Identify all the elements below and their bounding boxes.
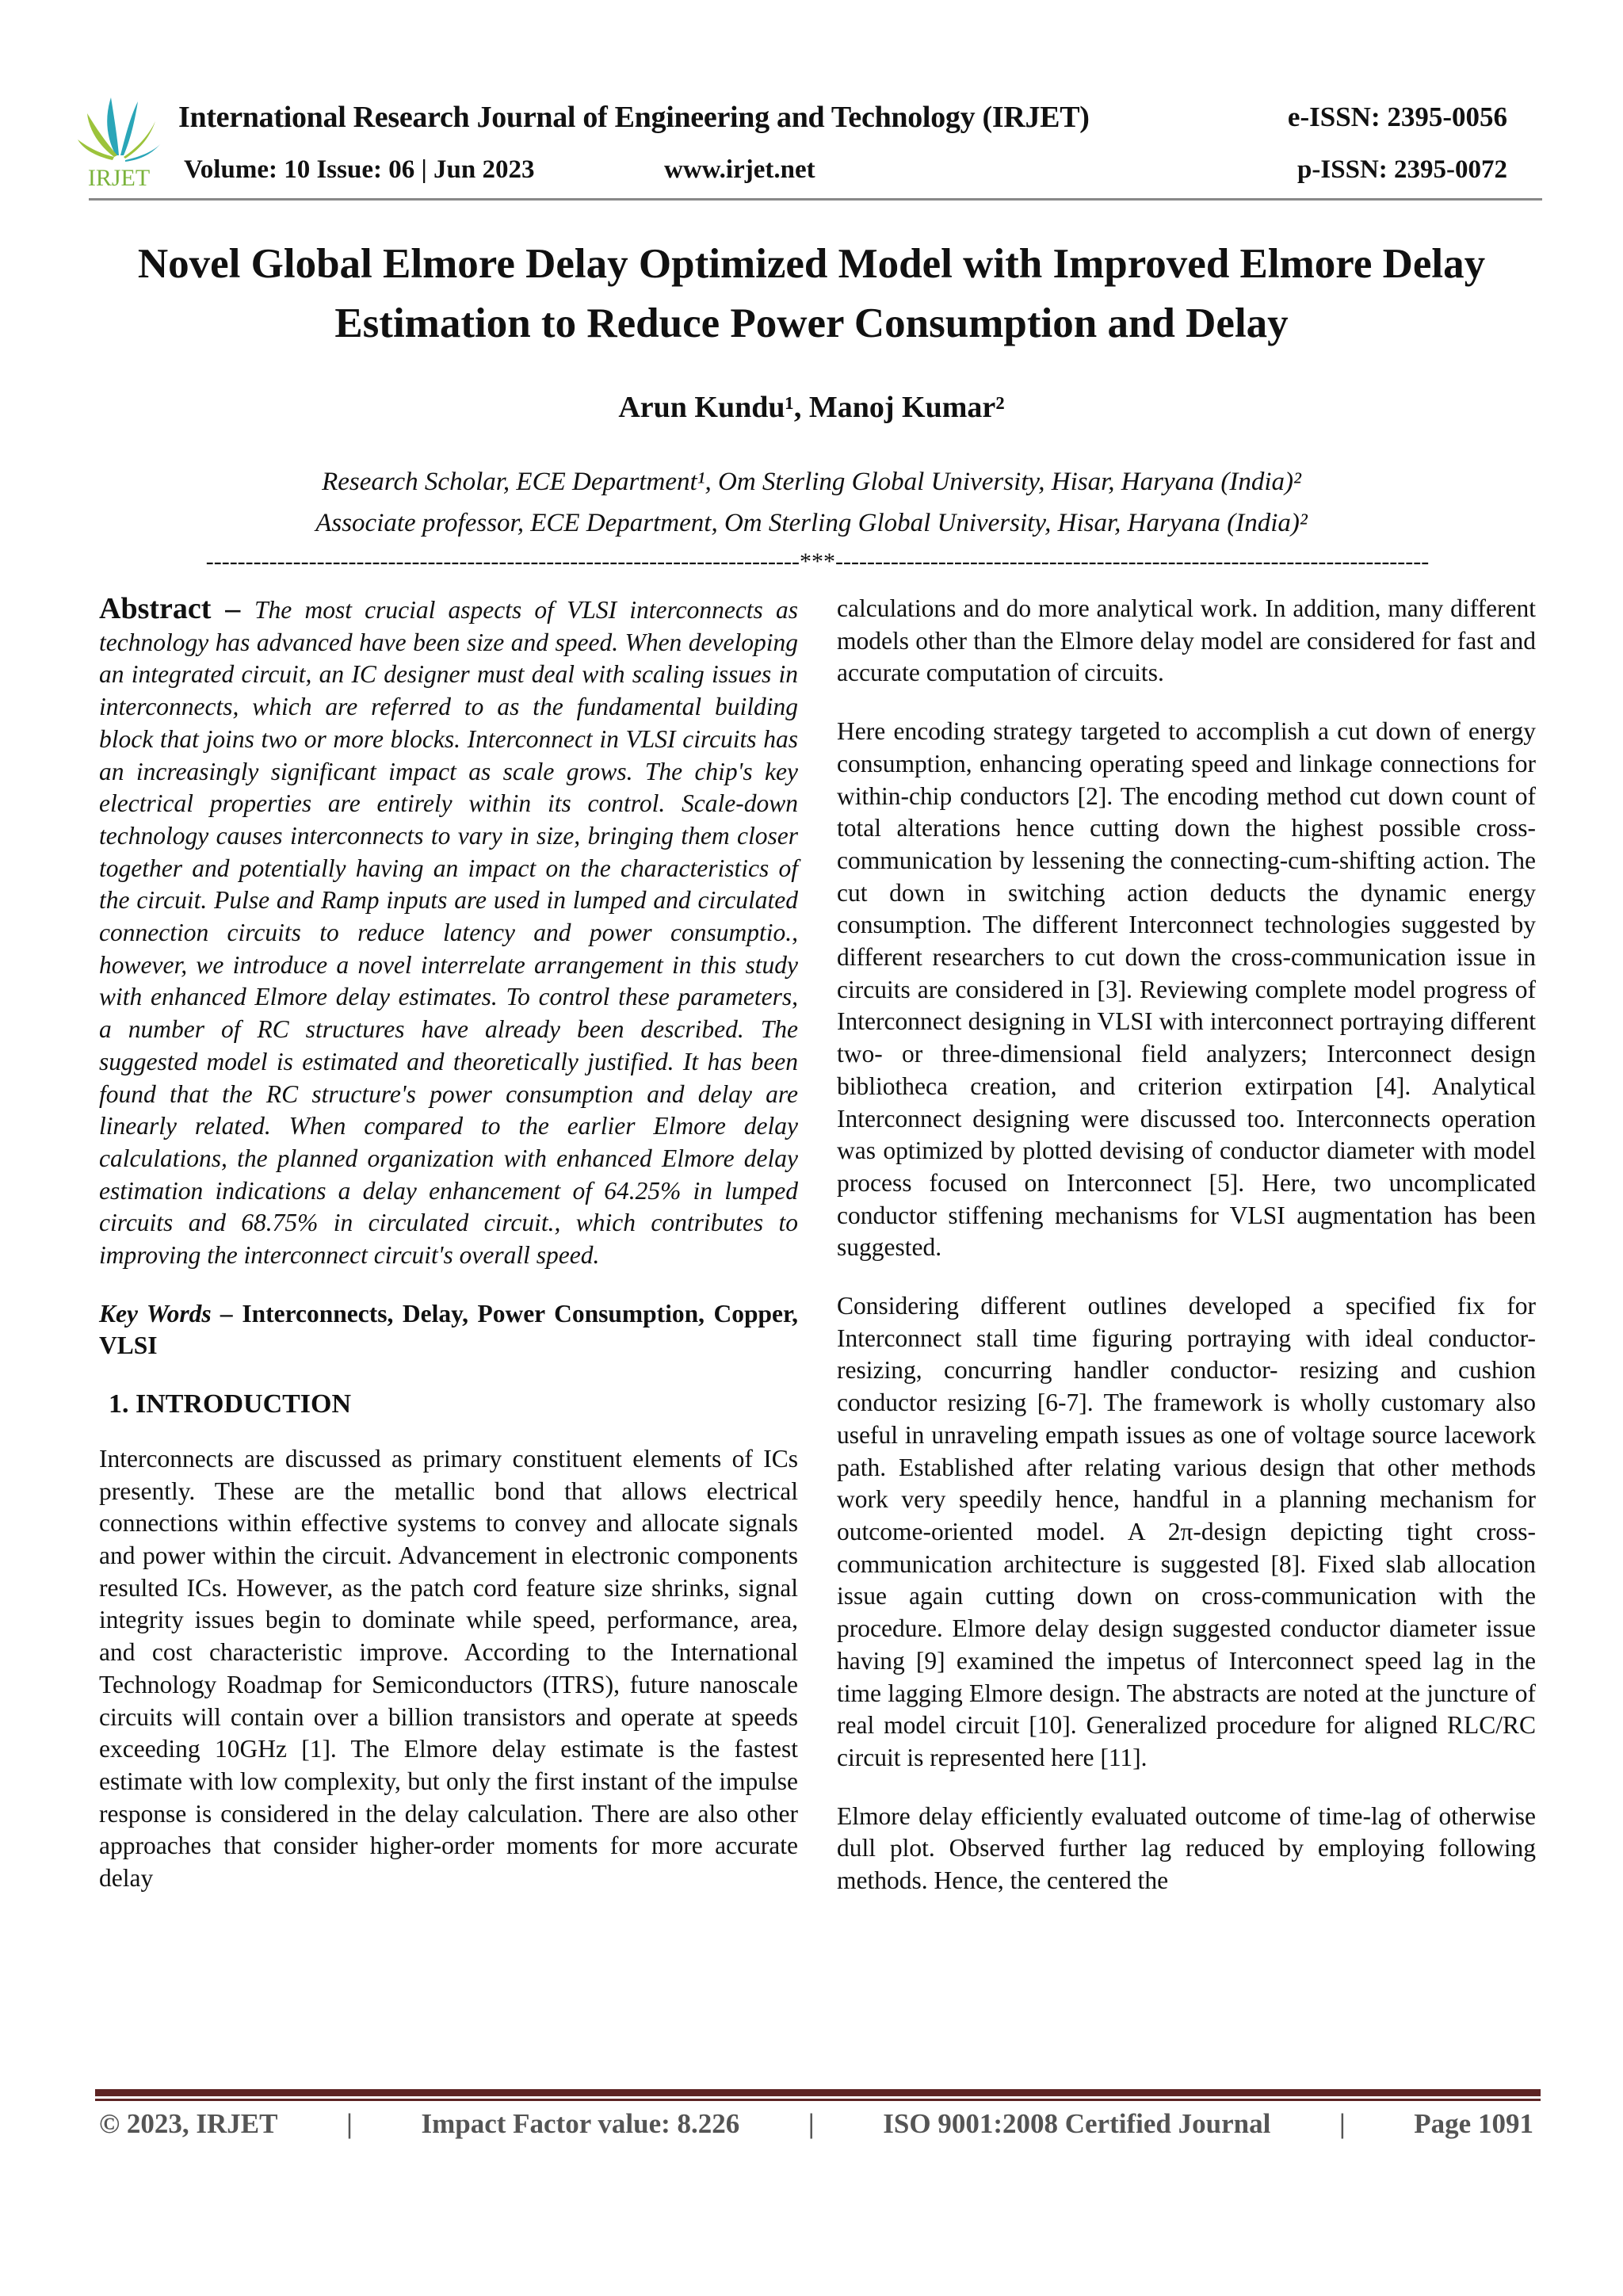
footer-separator: | (808, 2108, 815, 2139)
authors: Arun Kundu¹, Manoj Kumar² (618, 391, 1005, 424)
iso-certification: ISO 9001:2008 Certified Journal (883, 2108, 1271, 2139)
p-issn: p-ISSN: 2395-0072 (1297, 155, 1507, 184)
footer-separator: | (346, 2108, 353, 2139)
abstract-label: Abstract – (99, 592, 255, 625)
paragraph: Considering different outlines developed a specified fix for Interconnect stall time figuring portraying with ideal conductor-resizing, concurring handler conductor- resizing and cushion conductor resizing [6-7]. The framework is wholly customary also useful in unraveling empath issues as one of voltage source lacework path. Established after relating various design that other methods work very speedily hence, handful in a planning mechanism for outcome-oriented model. A 2π-design depicting tight cross-communication architecture is suggested [8]. Fixed slab allocation issue again cutting down on cross-communication with the procedure. Elmore delay design suggested conductor diameter issue having [9] examined the impetus of Interconnect speed lag in the time lagging Elmore design. The abstracts are noted at the juncture of real model circuit [10]. Generalized procedure for aligned RLC/RC circuit is represented here [11]. (837, 1292, 1536, 1771)
svg-text:IRJET: IRJET (87, 165, 151, 189)
paper-title: Novel Global Elmore Delay Optimized Model with Improved Elmore Delay Estimation to Reduce Power Consumption and Delay (137, 241, 1486, 346)
header-rule (89, 198, 1542, 201)
copyright: © 2023, IRJET (99, 2108, 278, 2139)
section-heading-introduction: 1. INTRODUCTION (109, 1389, 352, 1419)
paragraph: Here encoding strategy targeted to accomplish a cut down of energy consumption, enhancing operating speed and linkage connections for within-chip conductors [2]. The encoding method cut down count of total alterations hence cutting down the highest possible cross-communication by lessening the connecting-cum-shifting action. The cut down in switching action deducts the dynamic energy consumption. The different Interconnect technologies suggested by different researchers to cut down the cross-communication issue in circuits are considered in [3]. Reviewing complete model progress of Interconnect designing in VLSI with interconnect portraying different two- or three-dimensional field analyzers; Interconnect design bibliotheca creation, and criterion extirpation [4]. Analytical Interconnect designing were discussed too. Interconnects operation was optimized by plotted devising of conductor diameter with model process focused on Interconnect [5]. Here, two uncomplicated conductor stiffening mechanisms for VLSI augmentation has been suggested. (837, 717, 1536, 1262)
irjet-logo (74, 94, 163, 189)
keywords-text: Interconnects, Delay, Power Consumption, Copper, VLSI (99, 1299, 798, 1360)
keywords (99, 1298, 798, 1362)
website-link[interactable]: www.irjet.net (664, 155, 815, 184)
keywords-label: Key Words – (99, 1299, 242, 1328)
intro-paragraph: Interconnects are discussed as primary constituent elements of ICs presently. These are the metallic bond that allows electrical connections within effective systems to convey and allocate signals and power within the circuit. Advancement in electronic components resulted ICs. However, as the patch cord feature size shrinks, signal integrity issues begin to dominate while speed, performance, area, and cost characteristic improve. According to the International Technology Roadmap for Semiconductors (ITRS), future nanoscale circuits will contain over a billion transistors and operate at speeds exceeding 10GHz [1]. The Elmore delay estimate is the fastest estimate with low complexity, but only the first instant of the impulse response is considered in the delay calculation. There are also other approaches that consider higher-order moments for more accurate delay (99, 1444, 798, 1893)
page-number: Page 1091 (1414, 2108, 1533, 2139)
footer-separator: | (1338, 2108, 1346, 2139)
section-divider: ---------------------------------------------------------------------------***--------------------------------------------------------------------------- (205, 548, 1430, 575)
left-column (99, 593, 798, 1921)
affiliation-1: Research Scholar, ECE Department¹, Om Sterling Global University, Hisar, Haryana (India)² (322, 468, 1301, 496)
paragraph: calculations and do more analytical work. In addition, many different models other than the Elmore delay model are considered for fast and accurate computation of circuits. (837, 594, 1536, 687)
abstract (99, 593, 798, 1272)
paragraph: Elmore delay efficiently evaluated outcome of time-lag of otherwise dull plot. Observed further lag reduced by employing following methods. Hence, the centered the (837, 1801, 1536, 1895)
footer (99, 2108, 1533, 2140)
footer-rule (95, 2089, 1541, 2096)
e-issn: e-ISSN: 2395-0056 (1287, 101, 1507, 132)
abstract-text: The most crucial aspects of VLSI interconnects as technology has advanced have been size and speed. When developing an integrated circuit, an IC designer must deal with scaling issues in interconnects, which are referred to as the fundamental building block that joins two or more blocks. Interconnect in VLSI circuits has an increasingly significant impact as scale grows. The chip's key electrical properties are entirely within its control. Scale-down technology causes interconnects to vary in size, bringing them closer together and potentially having an impact on the characteristics of the circuit. Pulse and Ramp inputs are used in lumped and circulated connection circuits to reduce latency and power consumptio., however, we introduce a novel interrelate arrangement in this study with enhanced Elmore delay estimates. To control these parameters, a number of RC structures have already been described. The suggested model is estimated and theoretically justified. It has been found that the RC structure's power consumption and delay are linearly related. When compared to the earlier Elmore delay calculations, the planned organization with enhanced Elmore delay estimation indications a delay enhancement of 64.25% in lumped circuits and 68.75% in circulated circuit., which contributes to improving the interconnect circuit's overall speed. (99, 596, 798, 1270)
volume-issue: Volume: 10 Issue: 06 | Jun 2023 (184, 155, 535, 184)
journal-name: International Research Journal of Engineering and Technology (IRJET) (178, 101, 1090, 134)
right-column (837, 593, 1536, 1924)
footer-rule-thin (95, 2099, 1541, 2101)
impact-factor: Impact Factor value: 8.226 (421, 2108, 740, 2139)
affiliation-2: Associate professor, ECE Department, Om Sterling Global University, Hisar, Haryana (India)² (315, 509, 1308, 537)
